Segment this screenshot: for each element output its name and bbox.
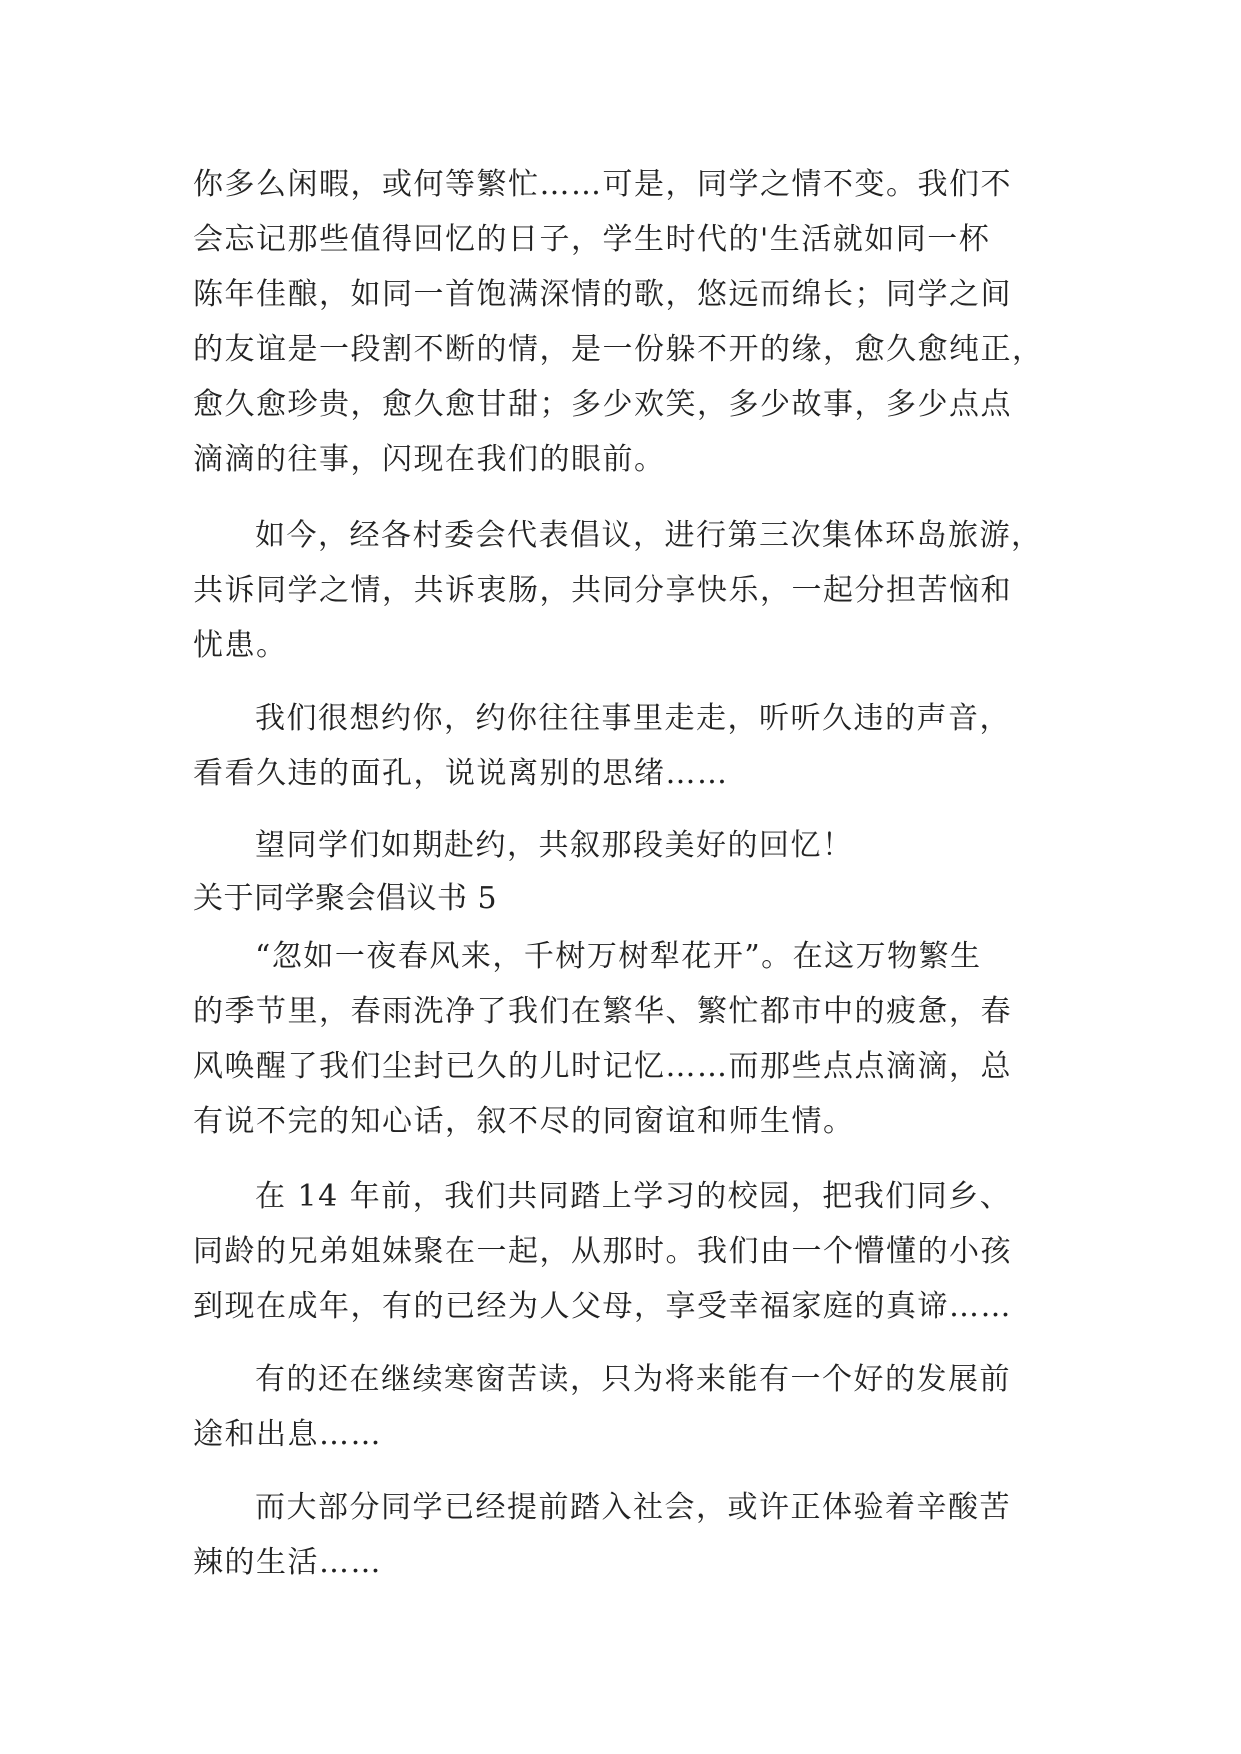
- paragraph-line: 途和出息……: [193, 1417, 382, 1452]
- paragraph-line: 陈年佳酿，如同一首饱满深情的歌，悠远而绵长；同学之间: [193, 277, 1012, 312]
- paragraph-line: 在 14 年前，我们共同踏上学习的校园，把我们同乡、: [255, 1179, 1012, 1214]
- paragraph-line: 会忘记那些值得回忆的日子，学生时代的'生活就如同一杯: [193, 222, 991, 257]
- paragraph-line: 望同学们如期赴约，共叙那段美好的回忆！: [255, 828, 854, 863]
- paragraph-line: 有说不完的知心话，叙不尽的同窗谊和师生情。: [193, 1104, 855, 1139]
- paragraph-line: 同龄的兄弟姐妹聚在一起，从那时。我们由一个懵懂的小孩: [193, 1234, 1012, 1269]
- paragraph-line: 有的还在继续寒窗苦读，只为将来能有一个好的发展前: [255, 1362, 1011, 1397]
- paragraph-line: 辣的生活……: [193, 1545, 382, 1580]
- paragraph-line: 看看久违的面孔，说说离别的思绪……: [193, 756, 729, 791]
- paragraph-line: 忧患。: [193, 628, 288, 663]
- paragraph-line: “忽如一夜春风来，千树万树犁花开”。在这万物繁生: [255, 939, 982, 974]
- paragraph-line: 到现在成年，有的已经为人父母，享受幸福家庭的真谛……: [193, 1289, 1012, 1324]
- paragraph-line: 你多么闲暇，或何等繁忙……可是，同学之情不变。我们不: [193, 167, 1012, 202]
- paragraph-line: 的友谊是一段割不断的情，是一份躲不开的缘，愈久愈纯正，: [193, 332, 1044, 367]
- paragraph-line: 如今，经各村委会代表倡议，进行第三次集体环岛旅游，: [255, 518, 1043, 553]
- paragraph-line: 风唤醒了我们尘封已久的儿时记忆……而那些点点滴滴，总: [193, 1049, 1012, 1084]
- paragraph-line: 而大部分同学已经提前踏入社会，或许正体验着辛酸苦: [255, 1490, 1011, 1525]
- paragraph-line: 滴滴的往事，闪现在我们的眼前。: [193, 442, 666, 477]
- section-heading: 关于同学聚会倡议书 5: [193, 881, 498, 916]
- paragraph-line: 愈久愈珍贵，愈久愈甘甜；多少欢笑，多少故事，多少点点: [193, 387, 1012, 422]
- paragraph-line: 共诉同学之情，共诉衷肠，共同分享快乐，一起分担苦恼和: [193, 573, 1012, 608]
- paragraph-line: 我们很想约你，约你往往事里走走，听听久违的声音，: [255, 701, 1011, 736]
- paragraph-line: 的季节里，春雨洗净了我们在繁华、繁忙都市中的疲惫，春: [193, 994, 1012, 1029]
